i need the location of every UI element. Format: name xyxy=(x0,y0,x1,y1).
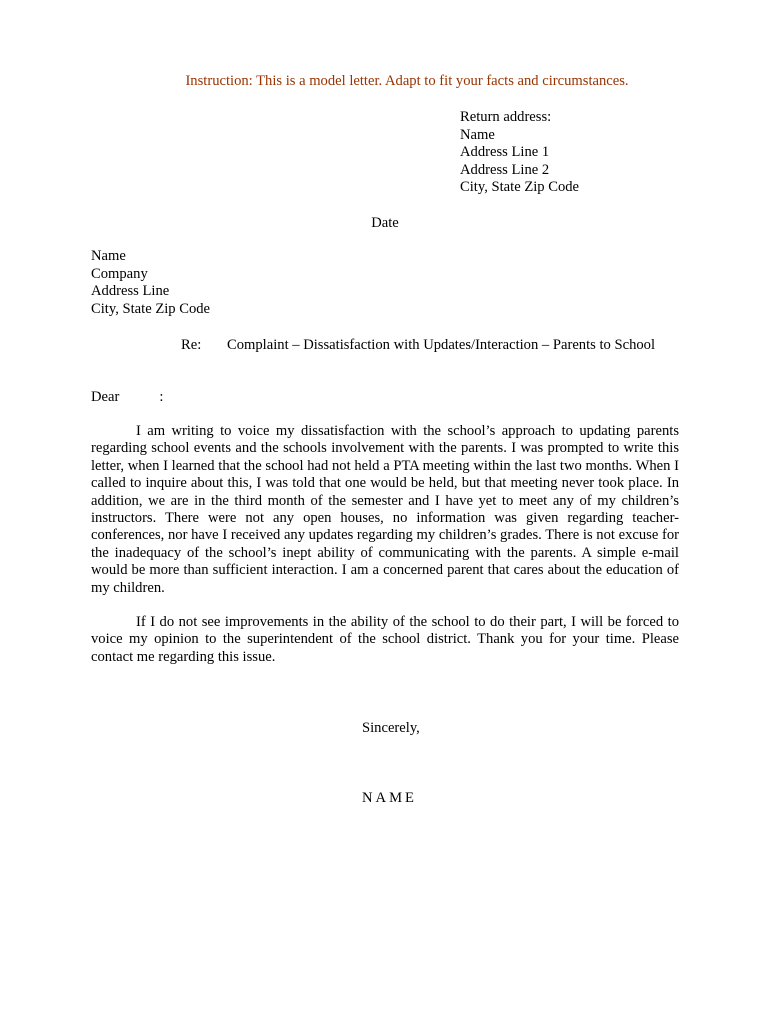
body-paragraph-2: If I do not see improvements in the ability of the school to do their part, I will be forced to voice my opinion to the superintendent of the school district. Thank you for your time. Please contact me regarding this issue. xyxy=(91,614,679,665)
return-address-line2: Address Line 2 xyxy=(460,161,550,178)
return-address-heading: Return address: xyxy=(460,109,552,125)
recipient-city-state-zip: City, State Zip Code xyxy=(91,300,211,317)
salutation-word: Dear xyxy=(91,389,120,405)
recipient-company: Company xyxy=(91,265,148,282)
subject-line xyxy=(181,336,655,354)
signature-name: NAME xyxy=(362,790,417,806)
subject-text: Complaint – Dissatisfaction with Updates/Interaction – Parents to School xyxy=(227,337,656,353)
letter-date: Date xyxy=(371,215,399,231)
return-address-line1: Address Line 1 xyxy=(460,144,550,160)
return-address-city-state-zip: City, State Zip Code xyxy=(460,179,580,195)
return-address-block xyxy=(460,109,579,197)
recipient-name: Name xyxy=(91,248,126,264)
instruction-note: Instruction: This is a model letter. Adapt to fit your facts and circumstances. xyxy=(185,73,629,89)
subject-label: Re: xyxy=(181,337,202,353)
closing: Sincerely, xyxy=(362,720,420,736)
body-paragraph-1: I am writing to voice my dissatisfaction with the school’s approach to updating parents regarding school events and the schools involvement with the parents. I was prompted to write this letter, when I learned that the school had not held a PTA meeting within the last two months. When I called to inquire about this, I was told that one would be held, but that meeting never took place. In addition, we are in the third month of the semester and I have yet to meet any of my children’s instructors. There were not any open houses, no information was given regarding teacher-conferences, nor have I received any updates regarding my children’s grades. There is not excuse for the inadequacy of the school’s inept ability of communicating with the parents. A simple e-mail would be more than sufficient interaction. I am a concerned parent that cares about the education of my children. xyxy=(91,423,679,596)
recipient-address: Address Line xyxy=(91,283,170,299)
recipient-block xyxy=(91,248,210,318)
salutation-colon: : xyxy=(159,389,164,405)
salutation xyxy=(91,388,163,406)
return-address-name: Name xyxy=(460,126,495,143)
